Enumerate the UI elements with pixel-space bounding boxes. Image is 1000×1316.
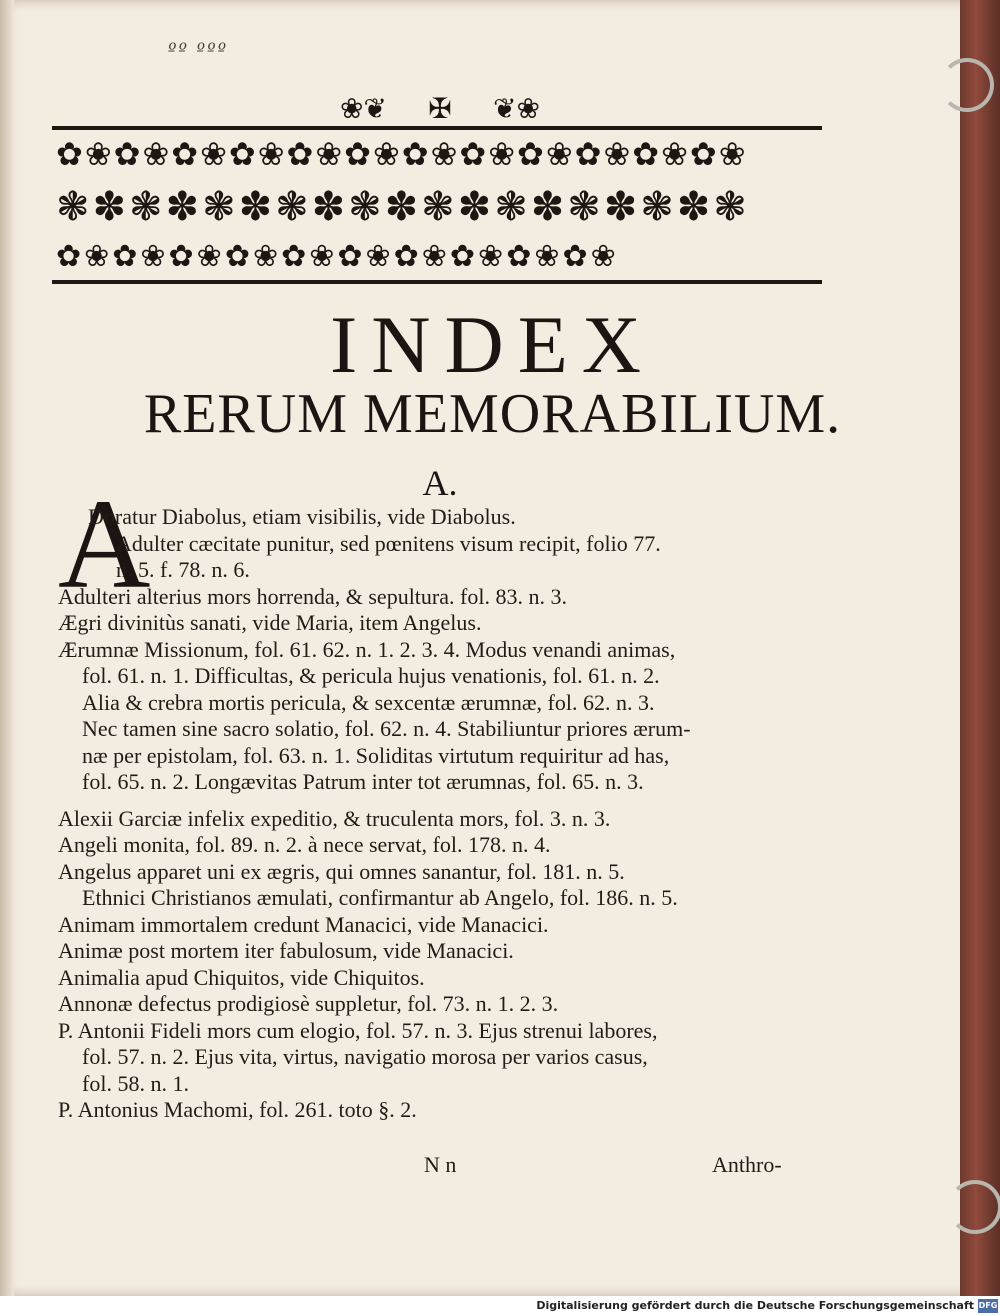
page-title: INDEX <box>329 299 656 390</box>
page-subtitle: RERUM MEMORABILIUM. <box>143 383 842 445</box>
entry-line: Annonæ defectus prodigiosè suppletur, fol. 73. n. 1. 2. 3. <box>58 991 559 1016</box>
entry-line: P. Antonius Machomi, fol. 261. toto §. 2. <box>58 1097 417 1122</box>
entry-line: Ethnici Christianos æmulati, confirmantur ab Angelo, fol. 186. n. 5. <box>82 885 678 910</box>
entry-line: Nec tamen sine sacro solatio, fol. 62. n. 4. Stabiliuntur priores ærum- <box>82 716 691 741</box>
entry-line: Ægri divinitùs sanati, vide Maria, item Angelus. <box>58 610 482 635</box>
entry-line: næ per epistolam, fol. 63. n. 1. Soliditas virtutum requiritur ad has, <box>82 742 670 768</box>
ornament-left-icon: ❀❦ <box>340 91 387 125</box>
top-ornament <box>340 88 540 128</box>
entry-line: Alia & crebra mortis pericula, & sexcentæ ærumnæ, fol. 62. n. 3. <box>82 689 655 715</box>
floral-band-3: ✿❀✿❀✿❀✿❀✿❀✿❀✿❀✿❀✿❀✿❀ <box>56 239 619 274</box>
entry-line: fol. 57. n. 2. Ejus vita, virtus, navigatio morosa per varios casus, <box>82 1044 648 1069</box>
signature-mark: N n <box>424 1152 457 1177</box>
drop-cap: A <box>58 473 151 615</box>
clasp-ring-top <box>940 58 994 112</box>
catchword: Anthro- <box>712 1152 782 1177</box>
page-gutter <box>0 0 14 1296</box>
handwritten-note: ºº ººº <box>168 40 229 61</box>
ornament-rule-bottom <box>52 280 822 284</box>
entry-line: n. 5. f. 78. n. 6. <box>116 557 250 582</box>
book-cover-edge <box>960 0 1000 1300</box>
entry-line: Ærumnæ Missionum, fol. 61. 62. n. 1. 2. 3. 4. Modus venandi animas, <box>58 636 676 662</box>
entry-line: Adulteri alterius mors horrenda, & sepultura. fol. 83. n. 3. <box>58 583 567 609</box>
section-letter: A. <box>422 463 458 503</box>
clasp-ring-bottom <box>948 1180 1000 1234</box>
entry-line: fol. 65. n. 2. Longævitas Patrum inter tot ærumnas, fol. 65. n. 3. <box>82 769 644 794</box>
entry-line: Animæ post mortem iter fabulosum, vide Manacici. <box>58 938 514 963</box>
floral-band-1: ✿❀✿❀✿❀✿❀✿❀✿❀✿❀✿❀✿❀✿❀✿❀✿❀ <box>56 135 748 173</box>
ornament-right-icon: ❦❀ <box>493 91 540 125</box>
cross-icon: ✠ <box>428 91 452 125</box>
entry-line: Animam immortalem credunt Manacici, vide Manacici. <box>58 911 549 937</box>
footer-text: Digitalisierung gefördert durch die Deutsche Forschungsgemeinschaft <box>536 1299 974 1312</box>
entry-line: P. Antonii Fideli mors cum elogio, fol. 57. n. 3. Ejus strenui labores, <box>58 1017 658 1043</box>
entry-line: Angeli monita, fol. 89. n. 2. à nece servat, fol. 178. n. 4. <box>58 832 551 857</box>
entry-line: Animalia apud Chiquitos, vide Chiquitos. <box>58 964 425 990</box>
footer-bar <box>0 1296 1000 1316</box>
ornament-rule-top <box>52 126 822 130</box>
entry-line: Alexii Garciæ infelix expeditio, & truculenta mors, fol. 3. n. 3. <box>58 805 611 831</box>
floral-band-2: ❃✽❃✽❃✽❃✽❃✽❃✽❃✽❃✽❃✽❃ <box>56 184 750 230</box>
dfg-logo: DFG <box>978 1299 998 1313</box>
entry-line: Angelus apparet uni ex ægris, qui omnes sanantur, fol. 181. n. 5. <box>58 858 625 884</box>
entry-line: Doratur Diabolus, etiam visibilis, vide Diabolus. <box>88 504 516 529</box>
entry-line: fol. 61. n. 1. Difficultas, & pericula hujus venationis, fol. 61. n. 2. <box>82 663 660 688</box>
entry-line: Adulter cæcitate punitur, sed pœnitens visum recipit, folio 77. <box>116 530 661 556</box>
index-entries <box>58 504 828 1124</box>
entry-line: fol. 58. n. 1. <box>82 1070 189 1096</box>
